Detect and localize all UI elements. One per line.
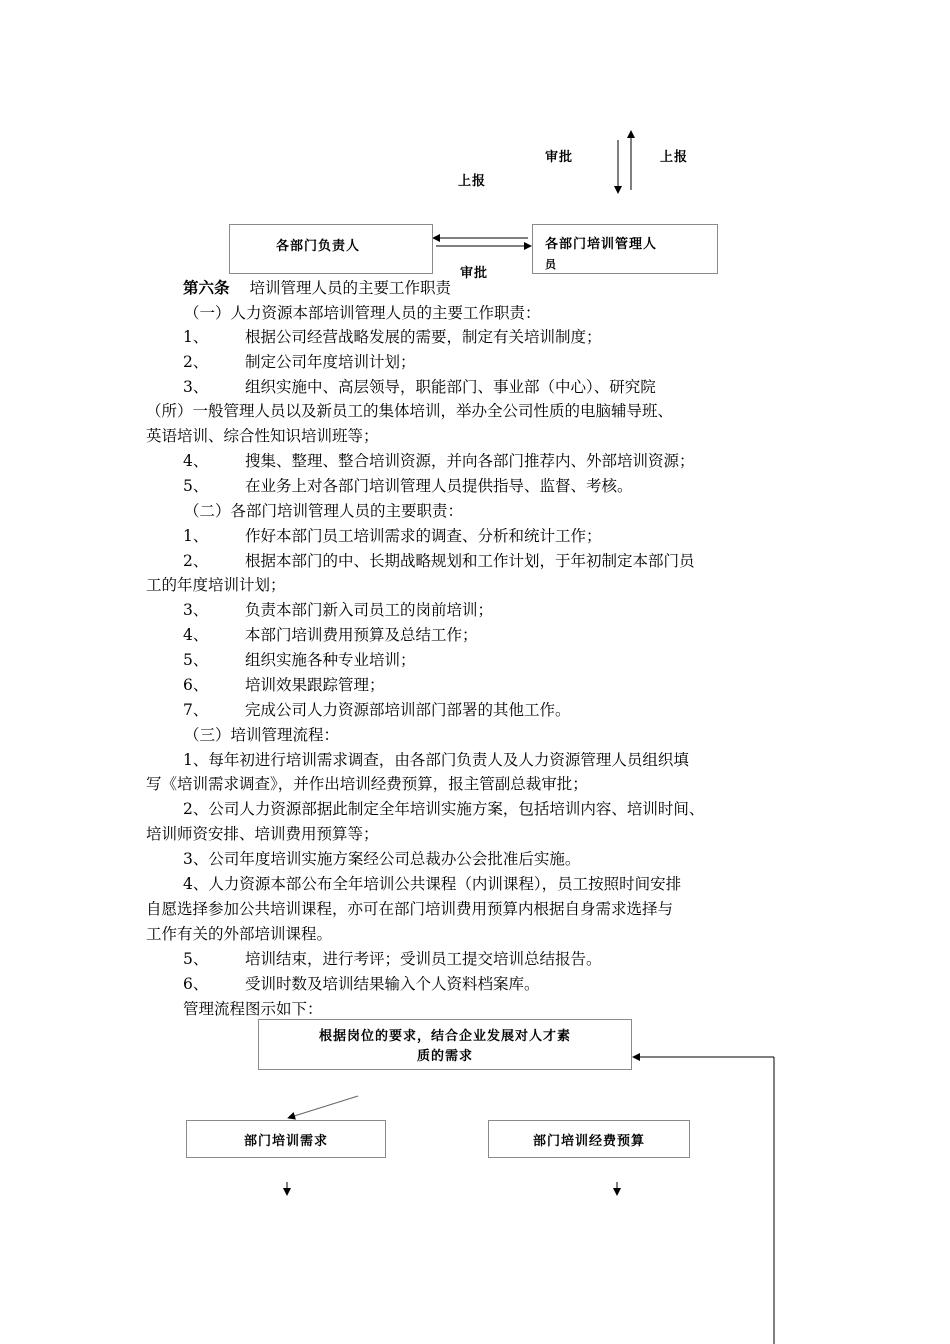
s3-line-5: 3、公司年度培训实施方案经公司总裁办公会批准后实施。	[183, 850, 581, 868]
s3-item-5: 5、 培训结束，进行考评；受训员工提交培训总结报告。	[183, 950, 602, 968]
section3-title-row	[146, 723, 816, 748]
section2-title-row	[146, 499, 816, 524]
s3-line-2: 写《培训需求调查》，并作出培训经费预算，报主管副总裁审批；	[146, 775, 588, 793]
s2-item-3: 3、 负责本部门新入司员工的岗前培训；	[183, 601, 494, 619]
box-dept-head	[229, 224, 433, 274]
s2-item-6: 6、 培训效果跟踪管理；	[183, 676, 385, 694]
s3-line-7: 自愿选择参加公共培训课程，亦可在部门培训费用预算内根据自身需求选择与	[146, 900, 674, 918]
article-number: 第六条	[183, 278, 230, 297]
section3-title: （三）培训管理流程：	[184, 726, 340, 744]
label-approve-bottom: 审批	[460, 266, 489, 281]
article-title: 培训管理人员的主要工作职责	[249, 279, 452, 297]
s3-line-1: 1、每年初进行培训需求调查，由各部门负责人及人力资源管理人员组织填	[183, 751, 689, 769]
s2-item-2: 2、 根据本部门的中、长期战略规划和工作计划，于年初制定本部门员	[183, 552, 695, 570]
box-dept-trainer-line2: 员	[545, 258, 557, 271]
s2-item-4: 4、 本部门培训费用预算及总结工作；	[183, 626, 478, 644]
box-dept-training-budget-text: 部门培训经费预算	[532, 1134, 645, 1149]
s1-item-2: 2、 制定公司年度培训计划；	[183, 353, 416, 371]
s3-line-3: 2、公司人力资源部据此制定全年培训实施方案，包括培训内容、培训时间、	[183, 800, 705, 818]
section2-title: （二）各部门培训管理人员的主要职责：	[184, 502, 464, 520]
s2-item-2-cont: 工的年度培训计划；	[146, 576, 286, 594]
section1-title: （一）人力资源本部培训管理人员的主要工作职责：	[184, 304, 541, 322]
s1-item-3: 3、 组织实施中、高层领导，职能部门、事业部（中心）、研究院	[183, 378, 656, 396]
box-dept-training-need-text: 部门培训需求	[243, 1134, 328, 1149]
s2-item-5: 5、 组织实施各种专业培训；	[183, 651, 416, 669]
box-dept-training-need	[186, 1120, 386, 1158]
box-job-requirements-line2: 质的需求	[416, 1049, 473, 1064]
s2-item-1: 1、 作好本部门员工培训需求的调查、分析和统计工作；	[183, 527, 602, 545]
s1-item-3-cont2: 英语培训、综合性知识培训班等；	[146, 427, 379, 445]
s1-item-4: 4、 搜集、整理、整合培训资源，并向各部门推荐内、外部培训资源；	[183, 452, 695, 470]
box-dept-trainer-line1: 各部门培训管理人	[545, 237, 658, 252]
s1-item-5: 5、 在业务上对各部门培训管理人员提供指导、监督、考核。	[183, 477, 633, 495]
s3-line-4: 培训师资安排、培训费用预算等；	[146, 825, 379, 843]
s3-line-8: 工作有关的外部培训课程。	[146, 925, 333, 943]
box-dept-training-budget	[488, 1120, 690, 1158]
article-heading	[183, 276, 853, 301]
s1-item-1: 1、 根据公司经营战略发展的需要，制定有关培训制度；	[183, 328, 602, 346]
box-dept-head-text: 各部门负责人	[276, 239, 361, 254]
box-job-requirements-line1: 根据岗位的要求，结合企业发展对人才素	[318, 1029, 571, 1044]
label-report-right: 上报	[660, 150, 689, 165]
label-report-left: 上报	[458, 174, 487, 189]
arrow-to-dept-need	[291, 1096, 358, 1117]
s1-item-3-cont1: （所）一般管理人员以及新员工的集体培训，举办全公司性质的电脑辅导班、	[146, 402, 674, 420]
box-job-requirements	[258, 1019, 632, 1070]
section1-title-row	[146, 301, 816, 326]
s3-line-6: 4、人力资源本部公布全年培训公共课程（内训课程），员工按照时间安排	[183, 875, 682, 893]
s2-item-7: 7、 完成公司人力资源部培训部门部署的其他工作。	[183, 701, 571, 719]
flow-intro: 管理流程图示如下：	[183, 1000, 323, 1018]
s3-item-6: 6、 受训时数及培训结果输入个人资料档案库。	[183, 975, 540, 993]
label-approve-left: 审批	[545, 150, 574, 165]
box-dept-trainer	[532, 224, 718, 274]
